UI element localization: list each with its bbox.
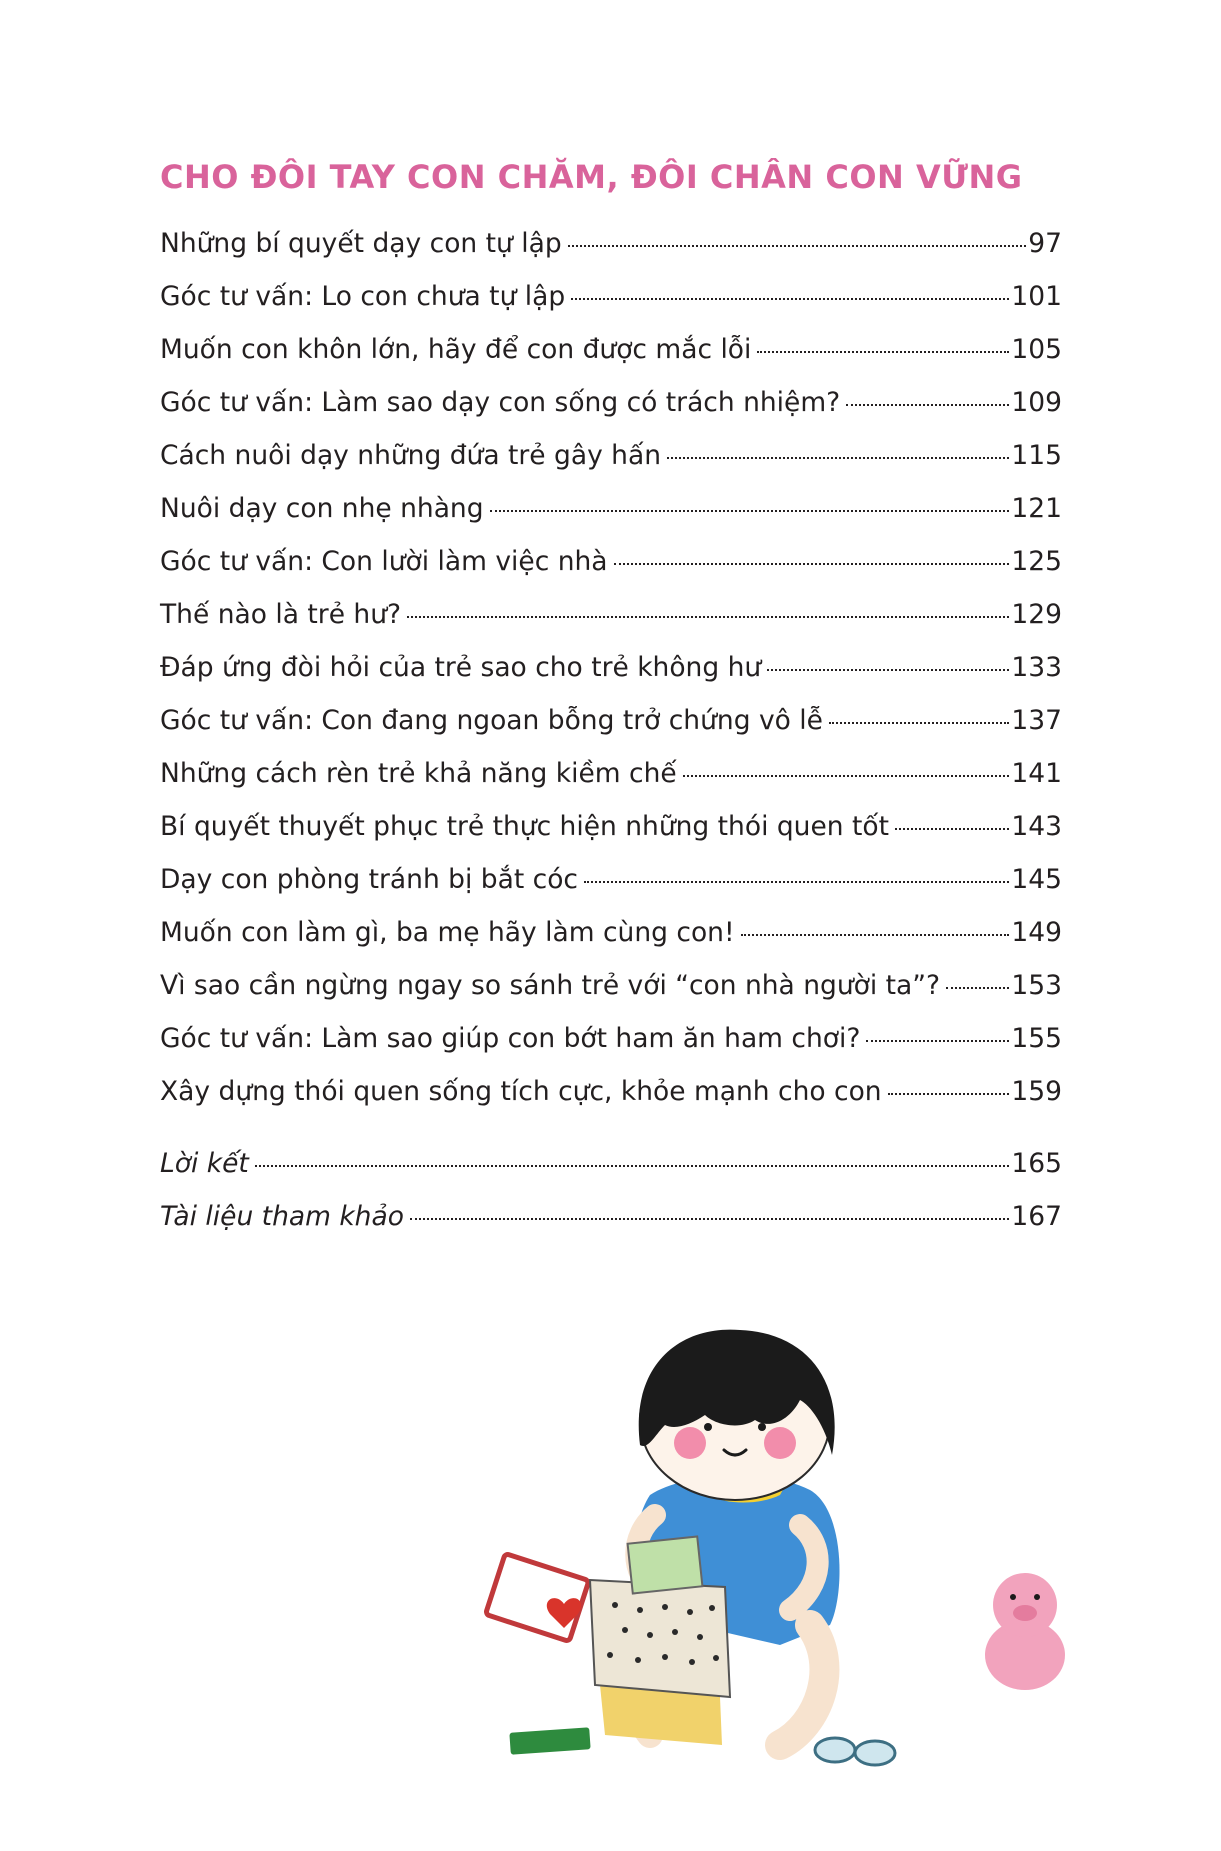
toc-entry-page: 137 [1011, 705, 1062, 736]
toc-entry-page: 115 [1011, 440, 1062, 471]
toc-entry-title: Những cách rèn trẻ khả năng kiềm chế [160, 758, 677, 789]
dot-leader [888, 1093, 1010, 1095]
toc-entry-page: 145 [1011, 864, 1062, 895]
toc-entry-title: Góc tư vấn: Làm sao giúp con bớt ham ăn ham chơi? [160, 1023, 861, 1054]
dot-leader [829, 722, 1009, 724]
toc-entry [160, 546, 1062, 599]
toc-entry-title: Dạy con phòng tránh bị bắt cóc [160, 864, 578, 895]
toc-entry-title: Góc tư vấn: Làm sao dạy con sống có trách nhiệm? [160, 387, 841, 418]
toc-entry-page: 129 [1011, 599, 1062, 630]
dot-leader [255, 1165, 1010, 1167]
toc-entry-page: 153 [1011, 970, 1062, 1001]
toc-entry-title: Muốn con khôn lớn, hãy để con được mắc lỗi [160, 334, 752, 365]
toc-entry [160, 387, 1062, 440]
toc-entry-title: Góc tư vấn: Lo con chưa tự lập [160, 281, 566, 312]
toc-entry-page: 109 [1011, 387, 1062, 418]
toc-entry-page: 101 [1011, 281, 1062, 312]
pig-toy-icon [985, 1573, 1065, 1690]
toc-entry-title: Tài liệu tham khảo [160, 1201, 404, 1232]
table-of-contents [160, 228, 1062, 1129]
toc-entry-title: Vì sao cần ngừng ngay so sánh trẻ với “con nhà người ta”? [160, 970, 941, 1001]
dot-leader [584, 881, 1009, 883]
toc-entry-title: Đáp ứng đòi hỏi của trẻ sao cho trẻ không hư [160, 652, 762, 683]
toc-entry [160, 811, 1062, 864]
girl-packing-bag-illustration [480, 1325, 1080, 1785]
toc-entry [160, 1201, 1062, 1254]
toc-entry [160, 970, 1062, 1023]
table-of-contents-end [160, 1148, 1062, 1254]
dot-leader [757, 351, 1009, 353]
toc-entry-page: 155 [1011, 1023, 1062, 1054]
dot-leader [846, 404, 1009, 406]
toc-entry-title: Bí quyết thuyết phục trẻ thực hiện những thói quen tốt [160, 811, 889, 842]
toc-entry-page: 133 [1011, 652, 1062, 683]
heart-book-icon [485, 1553, 588, 1641]
toc-entry [160, 917, 1062, 970]
dot-leader [667, 457, 1009, 459]
toc-entry-title: Góc tư vấn: Con lười làm việc nhà [160, 546, 608, 577]
toc-entry [160, 705, 1062, 758]
toc-entry-page: 159 [1011, 1076, 1062, 1107]
toc-entry-title: Góc tư vấn: Con đang ngoan bỗng trở chứng vô lễ [160, 705, 823, 736]
toc-entry-page: 97 [1028, 228, 1062, 259]
toc-entry [160, 1023, 1062, 1076]
toc-entry-page: 165 [1011, 1148, 1062, 1179]
section-title: CHO ĐÔI TAY CON CHĂM, ĐÔI CHÂN CON VỮNG [160, 158, 1023, 196]
toc-entry [160, 334, 1062, 387]
toc-entry-page: 141 [1011, 758, 1062, 789]
dot-leader [895, 828, 1009, 830]
toc-entry [160, 864, 1062, 917]
dot-leader [568, 245, 1027, 247]
toc-entry [160, 493, 1062, 546]
dot-leader [767, 669, 1009, 671]
toc-entry [160, 440, 1062, 493]
toc-entry [160, 228, 1062, 281]
toc-entry [160, 652, 1062, 705]
toc-entry-title: Xây dựng thói quen sống tích cực, khỏe mạnh cho con [160, 1076, 882, 1107]
dot-leader [407, 616, 1009, 618]
toc-entry [160, 1148, 1062, 1201]
dot-leader [866, 1040, 1009, 1042]
toc-entry-title: Muốn con làm gì, ba mẹ hãy làm cùng con! [160, 917, 735, 948]
toc-entry-page: 149 [1011, 917, 1062, 948]
toc-entry [160, 281, 1062, 334]
dot-leader [741, 934, 1010, 936]
dot-leader [614, 563, 1010, 565]
toc-entry-page: 167 [1011, 1201, 1062, 1232]
toc-entry [160, 758, 1062, 811]
toc-entry-title: Cách nuôi dạy những đứa trẻ gây hấn [160, 440, 662, 471]
toc-entry-title: Nuôi dạy con nhẹ nhàng [160, 493, 484, 524]
eraser-icon [509, 1727, 590, 1755]
toc-entry-page: 121 [1011, 493, 1062, 524]
toc-entry-page: 105 [1011, 334, 1062, 365]
dot-leader [571, 298, 1009, 300]
dot-leader [946, 987, 1009, 989]
dot-leader [410, 1218, 1009, 1220]
toc-entry-title: Lời kết [160, 1148, 249, 1179]
toc-entry-page: 143 [1011, 811, 1062, 842]
dot-leader [683, 775, 1010, 777]
dot-leader [490, 510, 1010, 512]
toc-entry-title: Những bí quyết dạy con tự lập [160, 228, 562, 259]
toc-entry [160, 1076, 1062, 1129]
sandals-icon [815, 1738, 895, 1765]
toc-entry-page: 125 [1011, 546, 1062, 577]
toc-entry [160, 599, 1062, 652]
toc-entry-title: Thế nào là trẻ hư? [160, 599, 402, 630]
